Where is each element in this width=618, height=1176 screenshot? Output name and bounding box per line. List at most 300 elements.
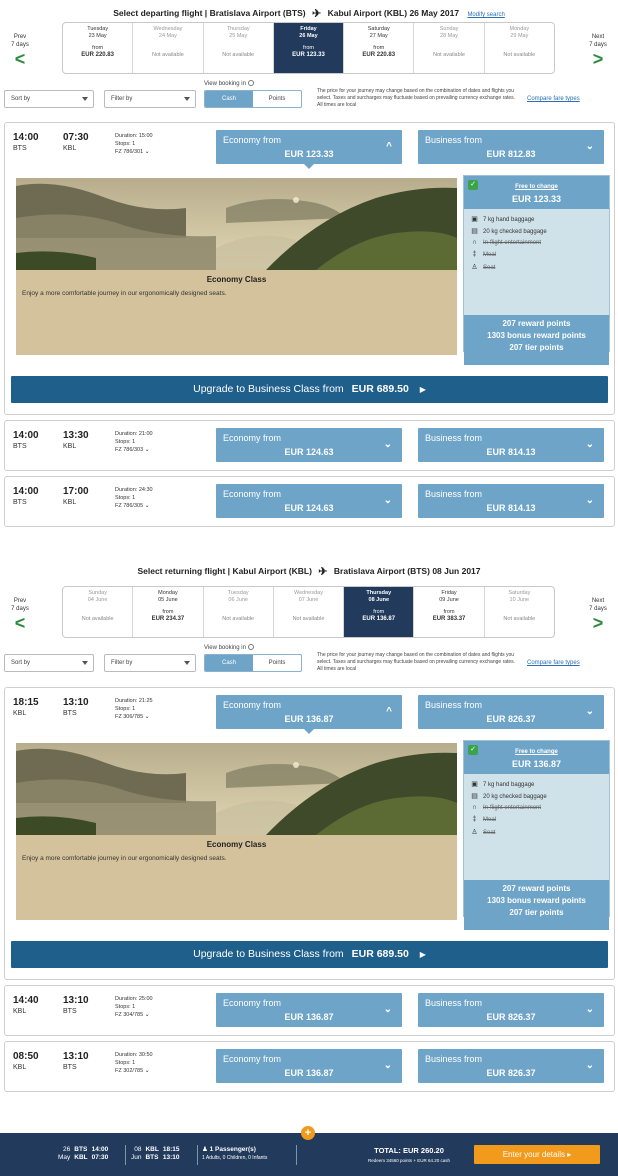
stops: Stops: 1	[115, 1004, 136, 1010]
outbound-title	[0, 7, 618, 20]
fare-price: EUR 123.33	[511, 194, 562, 204]
feature-label: In-flight entertainment	[483, 805, 542, 811]
next-days-label: 7 days	[589, 606, 607, 612]
day-price: EUR 136.87	[362, 616, 396, 622]
prev-days-label: 7 days	[11, 42, 29, 48]
departure-time: 14:00	[13, 430, 39, 441]
fare-summary-header	[464, 741, 609, 774]
plane-icon: ✈	[311, 8, 322, 20]
next-days-button[interactable]	[581, 33, 615, 68]
travel-date: 26 May 2017	[409, 8, 460, 18]
day-name: Tuesday	[227, 590, 249, 596]
day-date: 08 June	[368, 597, 389, 603]
title-prefix: Select departing flight |	[113, 8, 208, 18]
duration: Duration: 21:00	[115, 431, 153, 437]
day-date: 10 June	[509, 597, 530, 603]
arrival-code: KBL	[63, 499, 77, 506]
outbound-date-strip	[62, 22, 555, 74]
departure-code: BTS	[13, 443, 27, 450]
bonus-reward-points: 1303 bonus reward points	[487, 331, 586, 340]
inbound-section	[0, 560, 618, 1100]
passenger-summary	[202, 1146, 267, 1162]
inbound-title	[0, 565, 618, 578]
chevron-down-icon: ⌄	[144, 503, 150, 509]
reward-points: 207 reward points	[502, 319, 571, 328]
economy-fare-button[interactable]	[216, 428, 402, 462]
info-icon[interactable]	[248, 80, 254, 86]
filter-label: Filter by	[111, 96, 133, 102]
caret-right-icon: ▶	[419, 385, 426, 394]
day-name: Saturday	[367, 26, 390, 32]
next-label: Next	[591, 598, 605, 604]
chevron-down-icon: ⌄	[585, 706, 594, 717]
not-available-label: Not available	[433, 52, 465, 58]
chevron-down-icon: ⌄	[144, 1012, 150, 1018]
flight-number: FZ 786/305	[115, 503, 144, 509]
day-price: EUR 383.37	[432, 616, 466, 622]
chevron-down-icon: ⌄	[383, 1060, 392, 1071]
feature-label: Seat	[483, 830, 496, 836]
economy-price: EUR 136.87	[284, 714, 334, 724]
feature-hand-baggage	[470, 215, 534, 223]
upgrade-text: Upgrade to Business Class from	[193, 383, 344, 395]
not-available-label: Not available	[292, 616, 325, 622]
feature-entertainment	[470, 239, 541, 246]
duration: Duration: 15:00	[115, 133, 153, 139]
day-name: Thursday	[226, 26, 250, 32]
caret-right-icon: ▸	[567, 1150, 572, 1159]
business-price: EUR 814.13	[486, 503, 536, 513]
meal-icon: ‡	[472, 816, 477, 823]
day-date: 27 May	[369, 33, 388, 39]
destination-airport: Bratislava Airport (BTS)	[333, 566, 430, 576]
feature-seat	[470, 263, 495, 271]
origin-airport: Bratislava Airport (BTS)	[209, 8, 306, 18]
fare-price: EUR 136.87	[511, 759, 562, 769]
feature-entertainment	[470, 804, 541, 811]
total-price: TOTAL: EUR 260.20	[374, 1146, 444, 1155]
date-option[interactable]	[344, 23, 414, 73]
cash-option[interactable]: Cash	[205, 91, 253, 107]
feature-label: In-flight entertainment	[483, 240, 542, 246]
sort-label: Sort by	[11, 96, 31, 102]
departure-time: 18:15	[13, 697, 39, 708]
chevron-up-icon: ^	[386, 141, 392, 152]
upgrade-price: EUR 689.50	[351, 948, 409, 960]
business-price: EUR 826.37	[486, 1012, 536, 1022]
duration: Duration: 24:30	[115, 487, 153, 493]
next-days-label: 7 days	[589, 42, 607, 48]
economy-price: EUR 136.87	[284, 1068, 334, 1078]
date-option	[485, 587, 554, 637]
date-option	[485, 23, 554, 73]
check-icon: ✓	[468, 745, 478, 755]
prev-label: Prev	[13, 34, 27, 40]
from-label: from	[92, 45, 104, 51]
feature-meal	[470, 251, 496, 258]
filter-dropdown[interactable]	[104, 654, 196, 672]
chevron-down-icon: ⌄	[383, 495, 392, 506]
business-price: EUR 826.37	[486, 714, 536, 724]
not-available-label: Not available	[152, 52, 184, 58]
economy-price: EUR 136.87	[284, 1012, 334, 1022]
chevron-down-icon: ⌄	[585, 1004, 594, 1015]
feature-label: 7 kg hand baggage	[483, 782, 535, 788]
stops: Stops: 1	[115, 495, 136, 501]
economy-label: Economy from	[223, 998, 282, 1008]
from-label: from	[302, 45, 314, 51]
out-arr: 07:30	[91, 1154, 109, 1161]
economy-fare-button[interactable]	[216, 130, 402, 164]
person-icon: ♟	[202, 1146, 208, 1153]
prev-days-label: 7 days	[11, 606, 29, 612]
flight-number-toggle[interactable]	[115, 447, 150, 453]
chevron-right-icon: >	[592, 49, 604, 69]
tier-points: 207 tier points	[509, 908, 564, 917]
cash-option[interactable]: Cash	[205, 655, 253, 671]
business-label: Business from	[425, 433, 483, 443]
bonus-reward-points: 1303 bonus reward points	[487, 896, 586, 905]
seat-icon: ♙	[471, 264, 478, 271]
chevron-left-icon: <	[14, 49, 26, 69]
filter-dropdown[interactable]	[104, 90, 196, 108]
info-icon[interactable]	[248, 644, 254, 650]
ret-to: BTS	[145, 1154, 159, 1161]
next-days-button[interactable]	[581, 597, 615, 632]
arrival-time: 13:30	[63, 430, 89, 441]
points-summary	[464, 315, 609, 365]
sort-dropdown[interactable]	[4, 90, 94, 108]
economy-class-panel	[16, 743, 457, 920]
day-date: 04 June	[87, 597, 108, 603]
outbound-summary	[58, 1146, 108, 1162]
arrival-code: BTS	[63, 1064, 77, 1071]
day-name: Sunday	[88, 590, 107, 596]
prev-days-button[interactable]	[3, 597, 37, 632]
day-price: EUR 220.83	[81, 52, 114, 58]
view-booking-text: View booking in	[204, 81, 246, 87]
not-available-label: Not available	[222, 52, 255, 58]
feature-checked-baggage	[470, 792, 547, 800]
economy-class-panel	[16, 178, 457, 355]
chevron-right-icon: >	[592, 613, 604, 633]
points-summary	[464, 880, 609, 930]
date-option	[133, 23, 203, 73]
day-date: 23 May	[88, 33, 107, 39]
business-fare-button[interactable]	[418, 695, 604, 729]
ret-month: Jun	[131, 1154, 142, 1161]
arrival-code: KBL	[63, 443, 77, 450]
chevron-down-icon: ⌄	[144, 447, 150, 453]
day-name: Monday	[509, 26, 530, 32]
reward-points: 207 reward points	[502, 884, 571, 893]
economy-label: Economy from	[223, 135, 282, 145]
economy-label: Economy from	[223, 1054, 282, 1064]
origin-airport: Kabul Airport (KBL)	[232, 566, 312, 576]
outbound-section	[0, 0, 618, 540]
flight-row	[4, 420, 615, 471]
day-name: Friday	[441, 590, 457, 596]
flight-number-toggle[interactable]	[115, 1012, 150, 1018]
selection-notch	[303, 728, 315, 734]
flight-row	[4, 1041, 615, 1092]
date-option	[63, 587, 133, 637]
feature-label: 20 kg checked baggage	[483, 794, 547, 800]
prev-label: Prev	[13, 598, 27, 604]
feature-seat	[470, 828, 495, 836]
business-price: EUR 826.37	[486, 1068, 536, 1078]
pricing-note: The price for your journey may change based on the combination of dates and flights you select. Taxes and surcharges may fluctuate based on prevailing currency exchange rates. All times are local	[317, 652, 516, 672]
sort-dropdown[interactable]	[4, 654, 94, 672]
ret-arr: 13:10	[162, 1154, 180, 1161]
business-label: Business from	[425, 700, 483, 710]
duration: Duration: 30:50	[115, 1052, 153, 1058]
flight-row-expanded	[4, 122, 615, 415]
chevron-down-icon: ⌄	[144, 149, 150, 155]
filter-label: Filter by	[111, 660, 133, 666]
pricing-note: The price for your journey may change based on the combination of dates and flights you select. Taxes and surcharges may fluctuate based on prevailing currency exchange rates. All times are local	[317, 88, 516, 108]
economy-price: EUR 124.63	[284, 447, 334, 457]
day-date: 25 May	[229, 33, 248, 39]
departure-time: 14:40	[13, 995, 39, 1006]
sort-label: Sort by	[11, 660, 31, 666]
bag-icon: ▣	[471, 781, 478, 788]
departure-code: BTS	[13, 499, 27, 506]
chevron-up-icon: ^	[386, 706, 392, 717]
compare-fare-types-link[interactable]: Compare fare types	[527, 660, 580, 666]
day-price: EUR 123.33	[292, 52, 325, 58]
day-date: 28 May	[440, 33, 459, 39]
flight-meta	[115, 1051, 153, 1075]
flight-number-toggle[interactable]	[115, 1068, 150, 1074]
chevron-down-icon: ⌄	[585, 495, 594, 506]
upgrade-business-button[interactable]	[11, 376, 608, 403]
out-to: KBL	[74, 1154, 88, 1161]
business-label: Business from	[425, 998, 483, 1008]
date-option	[204, 23, 274, 73]
flight-number: FZ 306/785	[115, 714, 144, 720]
flight-number: FZ 304/785	[115, 1012, 144, 1018]
cash-points-toggle	[204, 654, 302, 672]
day-price: EUR 234.37	[151, 616, 185, 622]
day-date: 24 May	[158, 33, 177, 39]
enter-details-button[interactable]	[474, 1145, 600, 1164]
from-label: from	[162, 609, 174, 615]
title-prefix: Select returning flight |	[137, 566, 231, 576]
flight-row	[4, 985, 615, 1036]
economy-fare-button[interactable]	[216, 1049, 402, 1083]
arrival-time: 13:10	[63, 1051, 89, 1062]
free-to-change-link[interactable]: Free to change	[515, 184, 558, 190]
departure-time: 08:50	[13, 1051, 39, 1062]
economy-label: Economy from	[223, 433, 282, 443]
chevron-down-icon: ⌄	[585, 439, 594, 450]
flight-number-toggle[interactable]	[115, 149, 150, 155]
duration: Duration: 21:25	[115, 698, 153, 704]
departure-time: 14:00	[13, 486, 39, 497]
economy-label: Economy from	[223, 700, 282, 710]
selection-notch	[303, 163, 315, 169]
not-available-label: Not available	[81, 616, 114, 622]
date-option[interactable]	[344, 587, 414, 637]
duration: Duration: 25:00	[115, 996, 153, 1002]
not-available-label: Not available	[222, 616, 255, 622]
divider	[197, 1145, 198, 1165]
passenger-count: 1 Passenger(s)	[209, 1146, 256, 1153]
flight-row	[4, 476, 615, 527]
travel-date: 08 Jun 2017	[432, 566, 481, 576]
day-name: Thursday	[366, 590, 392, 596]
flight-meta	[115, 430, 153, 454]
chevron-down-icon: ⌄	[585, 141, 594, 152]
free-to-change-link[interactable]: Free to change	[515, 749, 558, 755]
arrival-time: 13:10	[63, 697, 89, 708]
upgrade-business-button[interactable]	[11, 941, 608, 968]
upgrade-price: EUR 689.50	[351, 383, 409, 395]
chevron-down-icon: ⌄	[585, 1060, 594, 1071]
flight-meta	[115, 486, 153, 510]
chevron-down-icon: ⌄	[144, 714, 150, 720]
departure-code: BTS	[13, 145, 27, 152]
feature-checked-baggage	[470, 227, 547, 235]
economy-fare-button[interactable]	[216, 993, 402, 1027]
business-fare-button[interactable]	[418, 130, 604, 164]
feature-label: 7 kg hand baggage	[483, 217, 535, 223]
date-option	[414, 23, 484, 73]
fare-summary-card	[463, 740, 610, 917]
day-name: Tuesday	[87, 26, 109, 32]
cta-label: Enter your details	[502, 1150, 565, 1159]
from-label: from	[373, 609, 385, 615]
compare-fare-types-link[interactable]: Compare fare types	[527, 96, 580, 102]
chevron-down-icon: ⌄	[383, 1004, 392, 1015]
business-fare-button[interactable]	[418, 428, 604, 462]
destination-airport: Kabul Airport (KBL)	[327, 8, 408, 18]
day-date: 26 May	[299, 33, 318, 39]
flight-meta	[115, 132, 153, 156]
ret-from: KBL	[145, 1146, 159, 1153]
headphones-icon: ∩	[471, 804, 478, 811]
flight-number-toggle[interactable]	[115, 714, 150, 720]
day-date: 29 May	[510, 33, 529, 39]
flight-row-expanded	[4, 687, 615, 980]
flight-number: FZ 786/303	[115, 447, 144, 453]
day-name: Wednesday	[294, 590, 323, 596]
arrival-time: 17:00	[63, 486, 89, 497]
landscape-image	[16, 178, 457, 270]
day-date: 09 June	[439, 597, 459, 603]
stops: Stops: 1	[115, 706, 136, 712]
flight-number: FZ 786/301	[115, 149, 144, 155]
date-option[interactable]	[274, 23, 344, 73]
business-label: Business from	[425, 489, 483, 499]
flight-meta	[115, 995, 153, 1019]
class-description: Enjoy a more comfortable journey in our ergonomically designed seats.	[22, 855, 227, 862]
feature-meal	[470, 816, 496, 823]
from-label: from	[443, 609, 455, 615]
economy-fare-button[interactable]	[216, 484, 402, 518]
caret-down-icon	[184, 661, 190, 665]
chevron-left-icon: <	[14, 613, 26, 633]
inbound-date-strip	[62, 586, 555, 638]
divider	[296, 1145, 297, 1165]
out-day: 26	[63, 1146, 71, 1153]
economy-label: Economy from	[223, 489, 282, 499]
plane-icon: ✈	[318, 566, 328, 578]
ret-dep: 18:15	[162, 1146, 180, 1153]
class-title: Economy Class	[206, 840, 267, 849]
out-from: BTS	[74, 1146, 88, 1153]
business-fare-button[interactable]	[418, 1049, 604, 1083]
day-name: Monday	[158, 590, 178, 596]
date-option	[204, 587, 274, 637]
economy-fare-button[interactable]	[216, 695, 402, 729]
arrival-time: 13:10	[63, 995, 89, 1006]
points-option[interactable]: Points	[268, 660, 286, 666]
tier-points: 207 tier points	[509, 343, 564, 352]
flight-number-toggle[interactable]	[115, 503, 150, 509]
business-fare-button[interactable]	[418, 484, 604, 518]
caret-right-icon: ▶	[419, 950, 426, 959]
expand-summary-button[interactable]: +	[301, 1126, 315, 1140]
not-available-label: Not available	[503, 52, 536, 58]
day-date: 05 June	[158, 597, 178, 603]
date-option[interactable]	[133, 587, 203, 637]
arrival-code: BTS	[63, 710, 77, 717]
view-booking-label	[204, 644, 254, 651]
date-option[interactable]	[414, 587, 484, 637]
economy-price: EUR 124.63	[284, 503, 334, 513]
return-summary	[131, 1146, 179, 1162]
points-option[interactable]: Points	[268, 96, 286, 102]
feature-label: 20 kg checked baggage	[483, 229, 547, 235]
day-date: 06 June	[228, 597, 248, 603]
next-label: Next	[591, 34, 605, 40]
date-option[interactable]	[63, 23, 133, 73]
ret-day: 08	[134, 1146, 142, 1153]
prev-days-button[interactable]	[3, 33, 37, 68]
flight-number: FZ 302/785	[115, 1068, 144, 1074]
feature-label: Seat	[483, 265, 496, 271]
modify-search-link[interactable]: Modify search	[467, 12, 505, 18]
date-option	[274, 587, 344, 637]
landscape-image	[16, 743, 457, 835]
stops: Stops: 1	[115, 439, 136, 445]
departure-code: KBL	[13, 710, 27, 717]
business-fare-button[interactable]	[418, 993, 604, 1027]
fare-summary-header	[464, 176, 609, 209]
arrival-code: BTS	[63, 1008, 77, 1015]
arrival-time: 07:30	[63, 132, 89, 143]
departure-time: 14:00	[13, 132, 39, 143]
check-icon: ✓	[468, 180, 478, 190]
chevron-down-icon: ⌄	[383, 439, 392, 450]
day-date: 07 June	[298, 597, 319, 603]
departure-code: KBL	[13, 1064, 27, 1071]
upgrade-text: Upgrade to Business Class from	[193, 948, 344, 960]
economy-price: EUR 123.33	[284, 149, 334, 159]
business-label: Business from	[425, 135, 483, 145]
business-price: EUR 814.13	[486, 447, 536, 457]
fare-summary-card	[463, 175, 610, 352]
class-title: Economy Class	[206, 275, 267, 284]
caret-down-icon	[82, 97, 88, 101]
meal-icon: ‡	[472, 251, 477, 258]
booking-summary-bar	[0, 1127, 618, 1176]
caret-down-icon	[82, 661, 88, 665]
day-name: Friday	[300, 26, 317, 32]
business-price: EUR 812.83	[486, 149, 536, 159]
